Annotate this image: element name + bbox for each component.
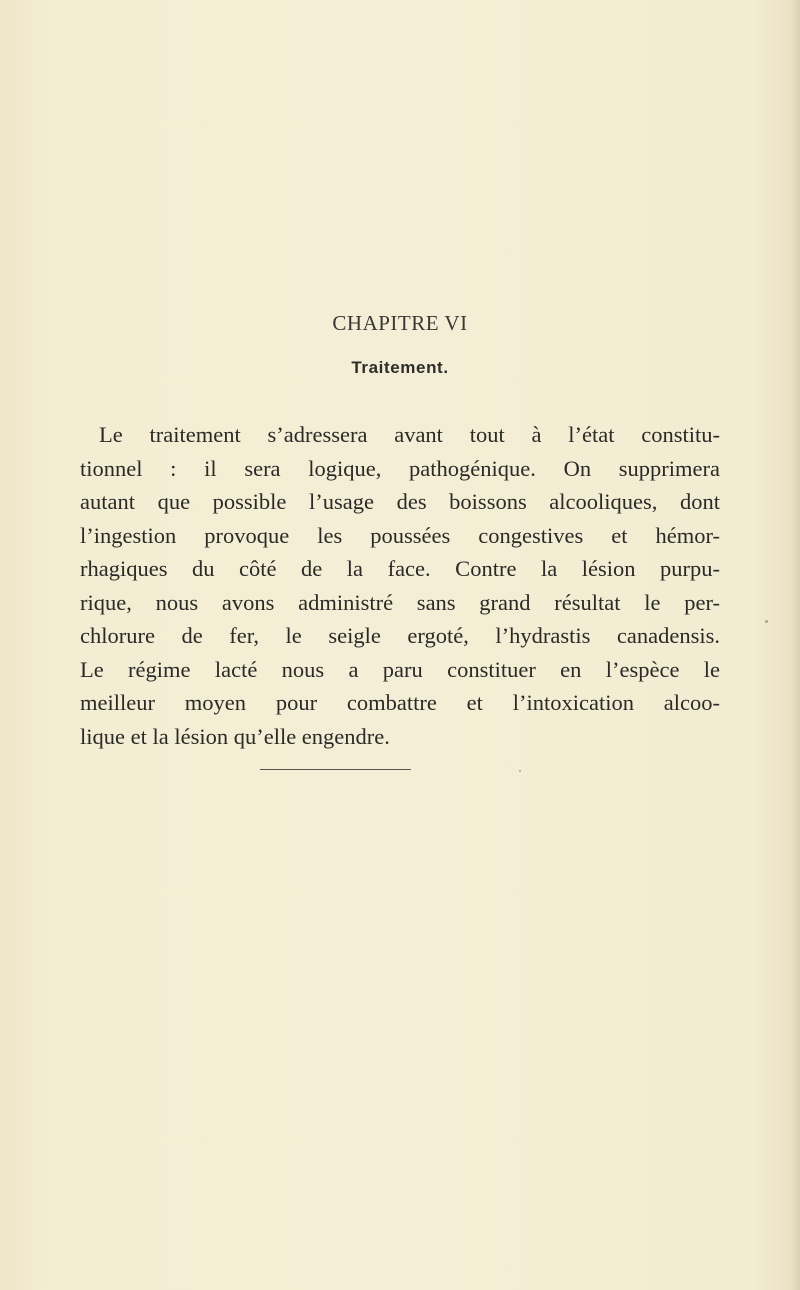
- paragraph-line: tionnel : il sera logique, pathogénique. On supprimera: [80, 455, 720, 481]
- paragraph-line: lique et la lésion qu’elle engendre.: [80, 723, 390, 749]
- paragraph-line: autant que possible l’usage des boissons alcooliques, dont: [80, 489, 720, 514]
- paragraph-line: Le régime lacté nous a paru constituer en l’espèce le: [80, 656, 720, 682]
- paragraph-line: Le traitement s’adressera avant tout à l’état constitu-: [99, 422, 720, 447]
- paragraph-line: meilleur moyen pour combattre et l’intoxication alcoo-: [80, 690, 720, 715]
- paragraph-line: l’ingestion provoque les poussées congestives et hémor-: [80, 522, 720, 548]
- paragraph-line: chlorure de fer, le seigle ergoté, l’hydrastis canadensis.: [80, 623, 720, 648]
- paper-speck: [519, 770, 521, 772]
- page-edge-shadow: [790, 0, 800, 1290]
- body-paragraph: [80, 418, 720, 753]
- chapter-heading: CHAPITRE VI: [332, 311, 468, 335]
- paper-speck: [765, 620, 768, 623]
- separator-rule: [260, 769, 411, 770]
- paragraph-line: rique, nous avons administré sans grand résultat le per-: [80, 589, 720, 615]
- paragraph-line: rhagiques du côté de la face. Contre la lésion purpu-: [80, 556, 720, 581]
- section-title: Traitement.: [351, 358, 449, 377]
